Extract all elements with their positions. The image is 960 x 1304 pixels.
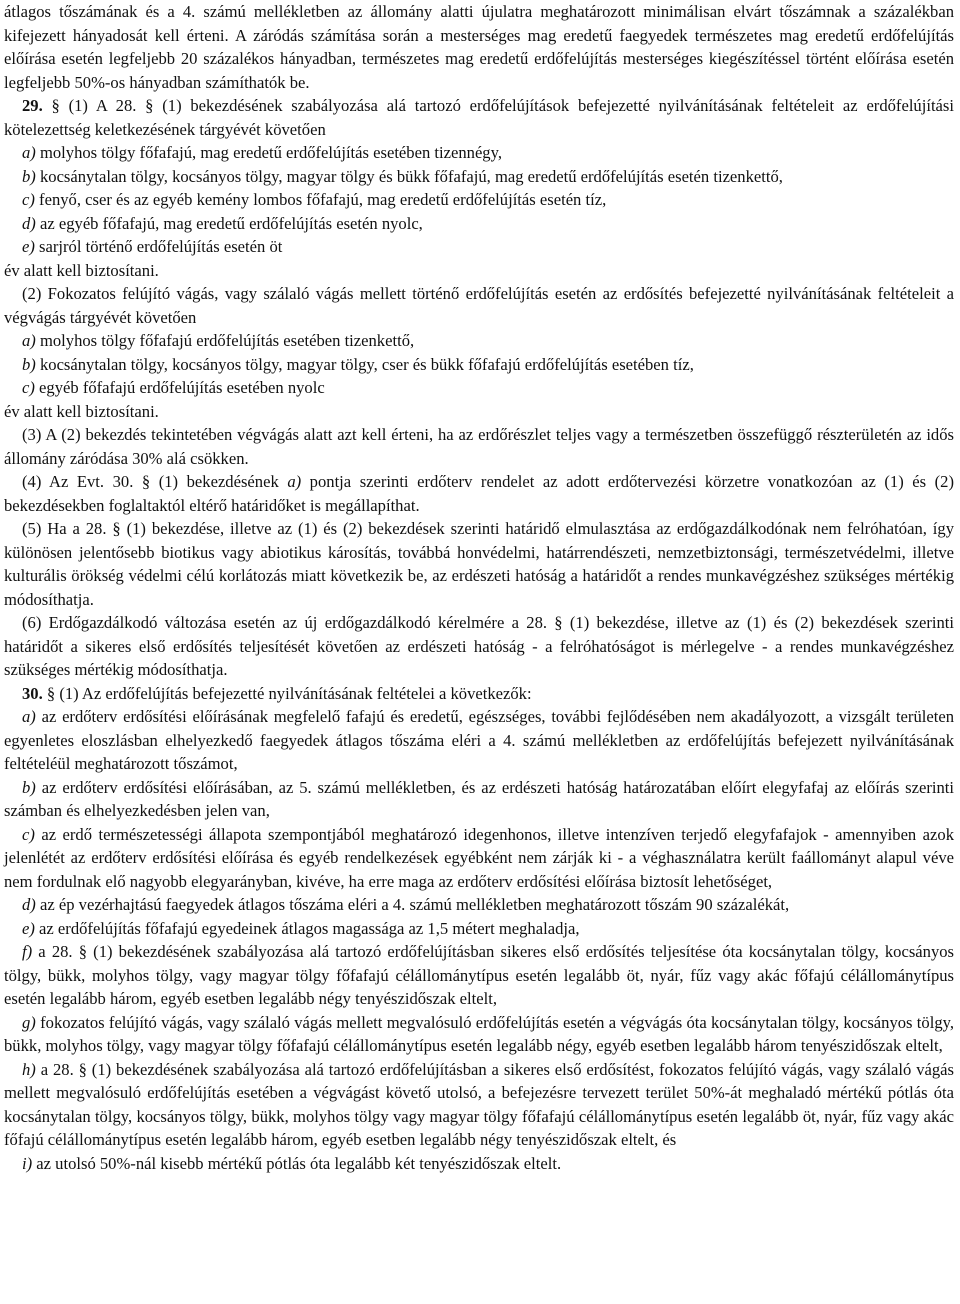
paragraph-text: az ép vezérhajtású faegyedek átlagos tőszáma eléri a 4. számú mellékletben meghatározott tőszám 90 százalékát,	[35, 895, 790, 914]
section-number: 30.	[22, 683, 43, 703]
paragraph	[4, 1011, 954, 1058]
list-marker: d)	[22, 213, 36, 233]
paragraph-text: kocsánytalan tölgy, kocsányos tölgy, magyar tölgy, cser és bükk főfafajú erdőfelújítás esetében tíz,	[35, 354, 694, 374]
list-marker: a)	[22, 331, 36, 350]
paragraph	[4, 141, 954, 165]
paragraph	[4, 517, 954, 611]
paragraph-text: az erdőterv erdősítési előírásának megfelelő fafajú és eredetű, egészséges, további fejlődésében nem akadályozott, a vizsgált területen egyenletes eloszlásban elhelyezkedő faegyedek átlagos tőszáma eléri a 4. számú mellékletben az erdőfelújítás befejezett nyilvánításának feltételéül meghatározott tőszámot,	[4, 707, 954, 773]
paragraph	[4, 1058, 954, 1152]
paragraph-text: (2) Fokozatos felújító vágás, vagy szálaló vágás mellett történő erdőfelújítás esetén az erdősítés befejezetté nyilvánításának feltételeit a végvágás tárgyévét követően	[4, 284, 954, 327]
paragraph-text: év alatt kell biztosítani.	[4, 401, 159, 421]
paragraph-text: az erdőterv erdősítési előírásában, az 5. számú mellékletben, és az erdészeti hatóság határozatában előírt elegyfafaj az előírás szerinti számban és elhelyezkedésben jelen van,	[4, 777, 954, 820]
paragraph-text: az erdő természetességi állapota szempontjából meghatározó idegenhonos, illetve intenzíven terjedő elegyfafajok - amennyiben azok jelenlétét az erdőterv erdősítési előírása és egyéb rendelkezések egyébként nem zárják ki - a véghasználatra került faállományt alapul véve nem fordulnak elő nagyobb elegyarányban, kivéve, ha erre maga az erdőterv erdősítési előírása biztosít lehetőséget,	[4, 824, 954, 891]
list-marker: b)	[22, 777, 36, 797]
list-marker: b)	[22, 166, 36, 186]
paragraph-text: molyhos tölgy főfafajú erdőfelújítás esetében tizenkettő,	[35, 331, 415, 350]
paragraph	[4, 823, 954, 894]
list-marker: a)	[22, 707, 36, 726]
paragraph-text: a 28. § (1) bekezdésének szabályozása alá tartozó erdőfelújításban sikeres első erdősítés teljesítése óta kocsánytalan tölgy, kocsányos tölgy, bükk, molyhos tölgy, vagy magyar tölgy főfafajú célállománytípus esetén legalább öt, nyár, fűz vagy akác főfajú célállománytípus esetén legalább három, egyéb esetben legalább négy tenyészidőszak eltelt,	[4, 942, 954, 1008]
list-marker: a)	[287, 472, 302, 491]
paragraph-text: fokozatos felújító vágás, vagy szálaló vágás mellett megvalósuló erdőfelújítás esetén a végvágás óta kocsánytalan tölgy, kocsányos tölgy, bükk, molyhos tölgy, vagy magyar tölgy főfafajú célállománytípus esetén legalább négy, egyéb esetben legalább három tenyészidőszak eltelt,	[4, 1012, 954, 1055]
paragraph-text: (6) Erdőgazdálkodó változása esetén az új erdőgazdálkodó kérelmére a 28. § (1) bekezdése, illetve az (1) és (2) bekezdések szerinti határidőt a sikeres első erdősítés teljesítését követően az erdészeti hatóság - a felróhatóságot is mérlegelve - a rendes munkavégzéshez szükséges mértékig módosíthatja.	[4, 613, 954, 679]
list-marker: g)	[22, 1012, 36, 1032]
paragraph	[4, 212, 954, 236]
paragraph	[4, 705, 954, 776]
list-marker: f)	[22, 942, 33, 961]
list-marker: e)	[22, 237, 35, 256]
paragraph-text: az utolsó 50%-nál kisebb mértékű pótlás óta legalább két tenyészidőszak eltelt.	[32, 1153, 562, 1173]
paragraph	[4, 94, 954, 141]
paragraph-text: átlagos tőszámának és a 4. számú mellékletben az állomány alatti újulatra meghatározott minimálisan elvárt tőszámnak a százalékban kifejezett hányadosát kell érteni. A záródás számítása során a mesterséges mag eredetű faegyedek természetes mag eredetű erdőfelújítás előírása esetén legfeljebb 20 százalékos hányadban, természetes mag eredetű erdőfelújítás mesterséges kiegészítéssel történt előírása esetén legfeljebb 50%-os hányadban számíthatók be.	[4, 2, 954, 92]
list-marker: h)	[22, 1059, 36, 1079]
paragraph	[4, 1152, 954, 1176]
paragraph-text: pontja szerinti erdőterv rendelet az adott erdőtervezési körzetre vonatkozóan az (1) és (2) bekezdésekben foglaltaktól eltérő határidőket is megállapíthat.	[4, 472, 954, 515]
section-number: 29.	[22, 96, 43, 115]
paragraph	[4, 940, 954, 1011]
paragraph-text: egyéb főfafajú erdőfelújítás esetében nyolc	[34, 378, 325, 397]
paragraph	[4, 259, 954, 283]
list-marker: c)	[22, 190, 35, 209]
paragraph-text: molyhos tölgy főfafajú, mag eredetű erdőfelújítás esetében tizennégy,	[35, 143, 502, 162]
paragraph	[4, 400, 954, 424]
paragraph-text: kocsánytalan tölgy, kocsányos tölgy, magyar tölgy és bükk főfafajú, mag eredetű erdőfelújítás esetén tizenkettő,	[35, 166, 783, 186]
paragraph-text: sarjról történő erdőfelújítás esetén öt	[34, 237, 283, 256]
paragraph-text: a 28. § (1) bekezdésének szabályozása alá tartozó erdőfelújításban a sikeres első erdősítést, fokozatos felújító vágás, vagy szálaló vágás mellett megvalósuló erdőfelújítás esetében a végvágást követő utolsó, a befejezésre tervezett terület 50%-át meghaladó mértékű pótlás óta kocsánytalan tölgy, kocsányos tölgy, bükk, molyhos tölgy vagy magyar tölgy főfafajú célállománytípus esetén legalább öt, nyár, fűz vagy akác főfajú célállománytípus esetén legalább három, egyéb esetben legalább négy tenyészidőszak eltelt, és	[4, 1059, 954, 1149]
paragraph-text: az egyéb főfafajú, mag eredetű erdőfelújítás esetén nyolc,	[35, 213, 423, 233]
paragraph-text: (5) Ha a 28. § (1) bekezdése, illetve az (1) és (2) bekezdések szerinti határidő elmulasztása az erdőgazdálkodónak nem felróhatóan, így különösen jelentősebb biotikus vagy abiotikus károsítás, továbbá honvédelmi, határrendészeti, nemzetbiztonsági, természetvédelmi, illetve kulturális örökség védelmi célú korlátozás miatt következik be, az erdészeti hatóság a határidőt a rendes munkavégzéshez szükséges mértékig módosíthatja.	[4, 519, 954, 609]
paragraph	[4, 470, 954, 517]
paragraph	[4, 353, 954, 377]
list-marker: c)	[22, 824, 35, 844]
paragraph	[4, 0, 954, 94]
paragraph	[4, 776, 954, 823]
list-marker: c)	[22, 378, 35, 397]
paragraph	[4, 917, 954, 941]
list-marker: b)	[22, 354, 36, 374]
paragraph-text: (4) Az Evt. 30. § (1) bekezdésének	[22, 472, 288, 491]
list-marker: a)	[22, 143, 36, 162]
paragraph	[4, 329, 954, 353]
list-marker: d)	[22, 895, 36, 914]
paragraph-text: év alatt kell biztosítani.	[4, 260, 159, 280]
paragraph	[4, 235, 954, 259]
paragraph	[4, 165, 954, 189]
paragraph-text: fenyő, cser és az egyéb kemény lombos főfafajú, mag eredetű erdőfelújítás esetén tíz,	[34, 190, 607, 209]
paragraph	[4, 282, 954, 329]
paragraph	[4, 893, 954, 917]
paragraph-text: § (1) A 28. § (1) bekezdésének szabályozása alá tartozó erdőfelújítások befejezetté nyilvánításának feltételeit az erdőfelújítási kötelezettség keletkezésének tárgyévét követően	[4, 96, 954, 139]
paragraph	[4, 423, 954, 470]
paragraph-text: az erdőfelújítás főfafajú egyedeinek átlagos magassága az 1,5 métert meghaladja,	[34, 918, 580, 938]
paragraph	[4, 611, 954, 682]
list-marker: e)	[22, 918, 35, 938]
paragraph-text: (3) A (2) bekezdés tekintetében végvágás alatt azt kell érteni, ha az erdőrészlet teljes vagy a természetben összefüggő részterületén az idős állomány záródása 30% alá csökken.	[4, 425, 954, 468]
paragraph	[4, 376, 954, 400]
paragraph	[4, 682, 954, 706]
list-marker: i)	[22, 1153, 33, 1173]
paragraph	[4, 188, 954, 212]
paragraph-text: § (1) Az erdőfelújítás befejezetté nyilvánításának feltételei a következők:	[42, 683, 532, 703]
